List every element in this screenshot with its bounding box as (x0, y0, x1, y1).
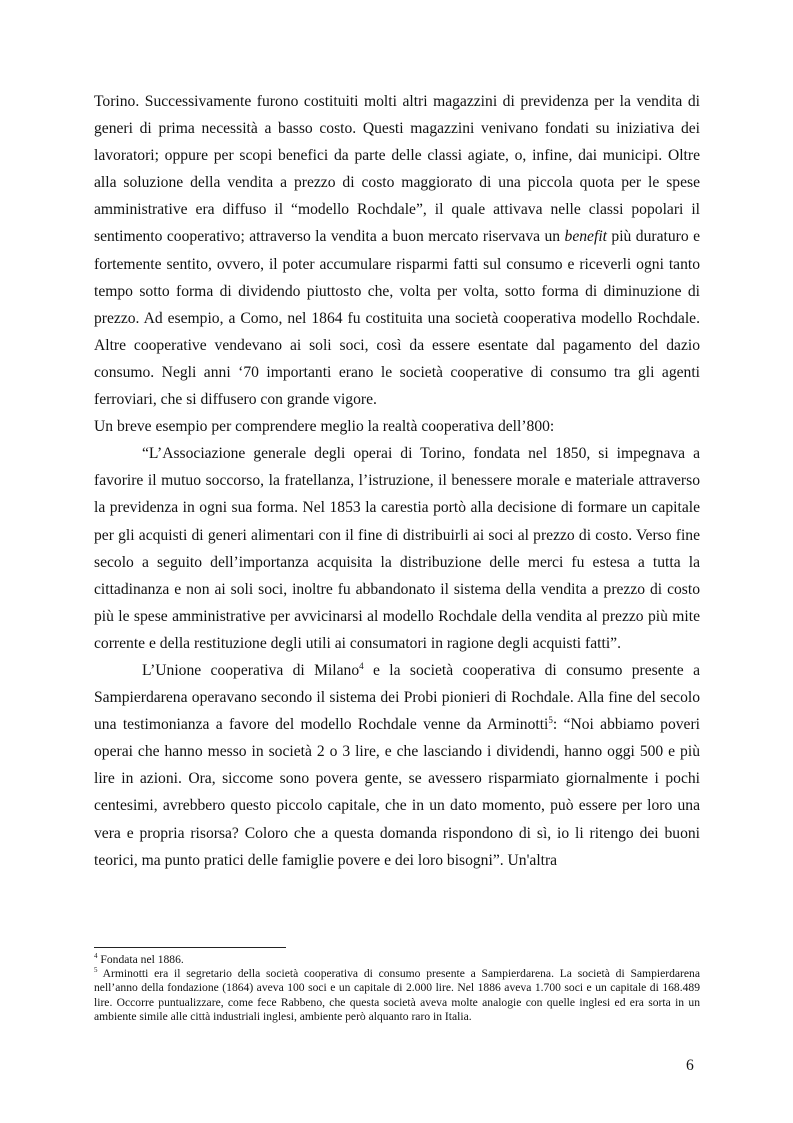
footnote-ref-4[interactable]: 4 (359, 660, 364, 671)
paragraph-1 (94, 88, 700, 413)
emphasis-benefit: benefit (564, 228, 607, 246)
footnote-ref-5[interactable]: 5 (548, 714, 553, 725)
footnote-4-number: 4 (94, 952, 98, 961)
paragraph-4 (94, 657, 700, 874)
footnote-5-number: 5 (94, 966, 98, 975)
paragraph-3-quote: “L’Associazione generale degli operai di Torino, fondata nel 1850, si impegnava a favorire il mutuo soccorso, la fratellanza, l’istruzione, il benessere morale e materiale attraverso la previdenza in ogni sua forma. Nel 1853 la carestia portò alla decisione di formare un capitale per gli acquisti di generi alimentari con il fine di distribuirli ai soci al prezzo di costo. Verso fine secolo a seguito dell’importanza acquisita la distribuzione delle merci fu estesa a tutta la cittadinanza e non ai soli soci, inoltre fu abbandonato il sistema della vendita a prezzo di costo più le spese amministrative per avvicinarsi al modello Rochdale della vendita al prezzo più mite corrente e della restituzione degli utili ai consumatori in ragione degli acquisti fatti”. (94, 445, 700, 652)
paragraph-4-text-b: e la società cooperativa di consumo presente a Sampierdarena operavano secondo il sistema dei Probi pionieri di Rochdale. Alla fine del secolo una testimonianza a favore del modello Rochdale venne da Arminotti (94, 661, 700, 734)
paragraph-4-text-a: L’Unione cooperativa di Milano (142, 661, 360, 679)
paragraph-2: Un breve esempio per comprendere meglio la realtà cooperativa dell’800: (94, 418, 555, 436)
page-body (94, 88, 700, 874)
page-number: 6 (686, 1057, 694, 1074)
paragraph-1-text-b: più duraturo e fortemente sentito, ovvero, il poter accumulare risparmi fatti sul consumo e riceverli ogni tanto tempo sotto forma di dividendo piuttosto che, volta per volta, sotto forma di diminuzione di prezzo. Ad esempio, a Como, nel 1864 fu costituita una società cooperativa modello Rochdale. Altre cooperative vendevano ai soli soci, così da essere esentate dal pagamento del dazio consumo. Negli anni ‘70 importanti erano le società cooperative di consumo tra gli agenti ferroviari, che si diffusero con grande vigore. (94, 228, 701, 409)
footnote-4 (94, 953, 700, 967)
footnote-divider (94, 947, 286, 948)
footnote-5-text: Arminotti era il segretario della società cooperativa di consumo presente a Sampierdarena. La società di Sampierdarena nell’anno della fondazione (1864) aveva 100 soci e un capitale di 2.000 lire. Nel 1886 aveva 1.700 soci e un capitale di 168.489 lire. Occorre puntualizzare, come fece Rabbeno, che questa società aveva molte analogie con quelle inglesi ed era sorta in un ambiente simile alle città industriali inglesi, ambiente però alquanto raro in Italia. (94, 967, 700, 1023)
footnote-5 (94, 967, 700, 1024)
footnote-4-text: Fondata nel 1886. (97, 953, 184, 966)
paragraph-4-text-c: : “Noi abbiamo poveri operai che hanno messo in società 2 o 3 lire, e che lasciando i dividendi, hanno oggi 500 e più lire in azioni. Ora, siccome sono povera gente, se avessero risparmiato giornalmente i pochi centesimi, avrebbero questo piccolo capitale, che in un dato momento, può essere per loro una vera e propria risorsa? Coloro che a questa domanda rispondono di sì, io li ritengo dei buoni teorici, ma punto pratici delle famiglie povere e dei loro bisogni”. Un'altra (94, 716, 701, 869)
paragraph-1-text-a: Torino. Successivamente furono costituiti molti altri magazzini di previdenza per la vendita di generi di prima necessità a basso costo. Questi magazzini venivano fondati su iniziativa dei lavoratori; oppure per scopi benefici da parte delle classi agiate, o, infine, dai municipi. Oltre alla soluzione della vendita a prezzo di costo maggiorato di una piccola quota per le spese amministrative era diffuso il “modello Rochdale”, il quale attivava nelle classi popolari il sentimento cooperativo; attraverso la vendita a buon mercato riservava un (94, 93, 700, 246)
footnotes (94, 953, 700, 1024)
